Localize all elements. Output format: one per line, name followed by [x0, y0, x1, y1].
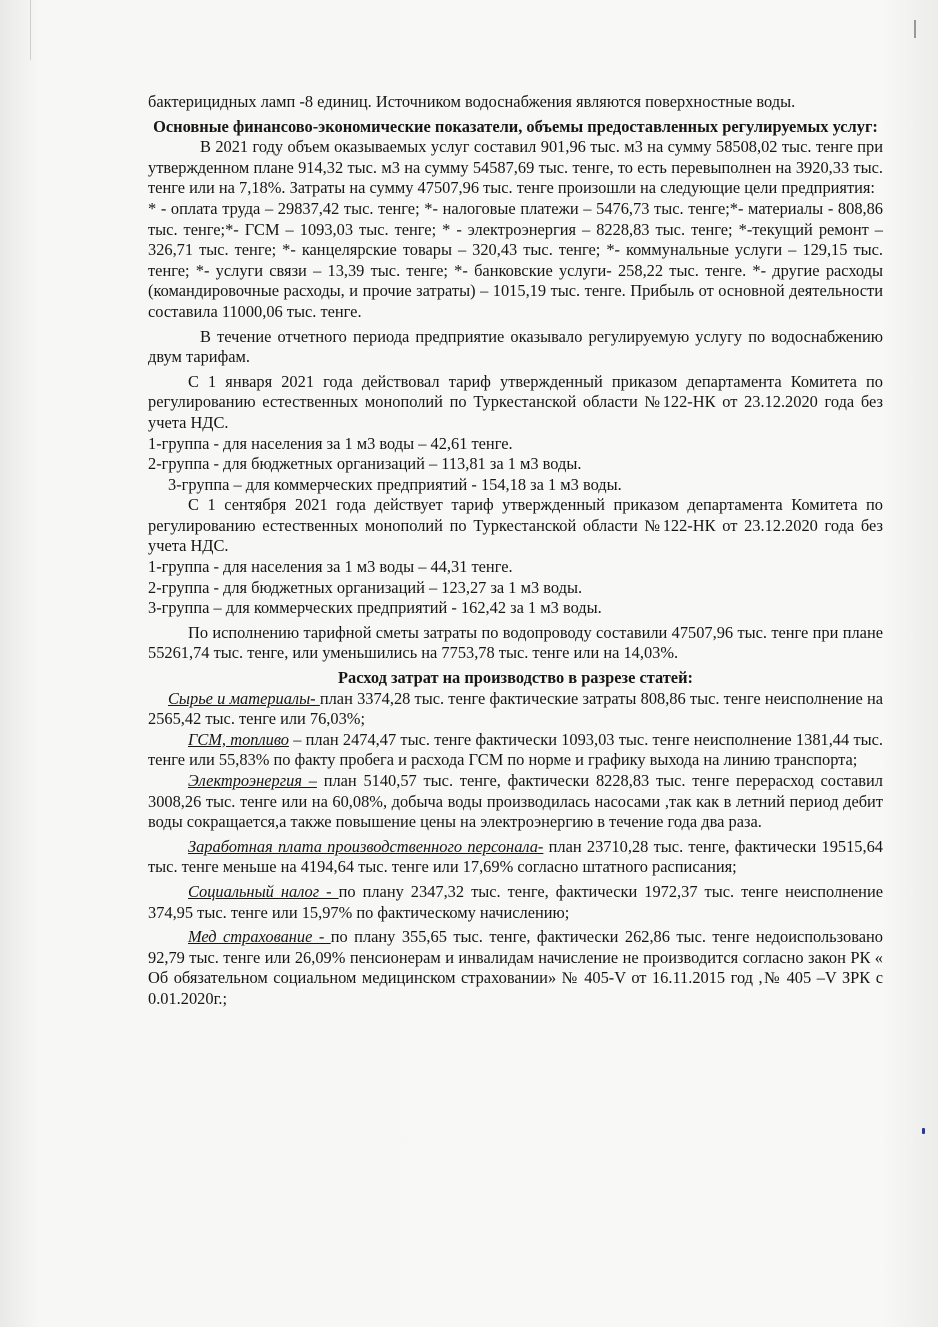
- tariff2-group3: 3-группа – для коммерческих предприятий - 162,42 за 1 м3 воды.: [148, 598, 602, 618]
- cost-item-medical-insurance: [148, 927, 883, 1009]
- ink-mark: [922, 1128, 925, 1134]
- cost-item-fuel: [148, 730, 883, 771]
- costs-paragraph: * - оплата труда – 29837,42 тыс. тенге; *- налоговые платежи – 5476,73 тыс. тенге;*- материалы - 808,86 тыс. тенге;*- ГСМ – 1093,03 тыс. тенге; * - электроэнергия – 8228,83 тыс. тенге; *-текущий ремонт – 326,71 тыс. тенге; *- канцелярские товары – 320,43 тыс. тенге; *- коммунальные услуги – 129,15 тыс. тенге; *- услуги связи – 13,39 тыс. тенге; *- банковские услуги- 258,22 тыс. тенге. *- другие расходы (командировочные расходы, и прочие затраты) – 1015,19 тыс. тенге. Прибыль от основной деятельности составила 11000,06 тыс. тенге.: [148, 198, 883, 321]
- cost-item-label: Электроэнергия –: [188, 771, 317, 790]
- tariff-january-paragraph: С 1 января 2021 года действовал тариф утвержденный приказом департамента Комитета по регулированию естественных монополий по Туркестанской области №122-НК от 23.12.2020 года без учета НДС.: [148, 371, 883, 432]
- tariff2-group2: 2-группа - для бюджетных организаций – 123,27 за 1 м3 воды.: [148, 577, 583, 597]
- cost-item-text: план 3374,28 тыс. тенге фактические затраты 808,86 тыс. тенге неисполнение на 2565,42 тыс. тенге или 76,03%;: [148, 688, 884, 729]
- period-paragraph: В течение отчетного периода предприятие оказывало регулируемую услугу по водоснабжению двум тарифам.: [148, 326, 883, 367]
- tariff1-group1: 1-группа - для населения за 1 м3 воды – 42,61 тенге.: [148, 433, 513, 453]
- cost-item-label: Заработная плата производственного персонала-: [188, 836, 544, 856]
- cost-item-label: Мед страхование -: [188, 927, 331, 947]
- scan-artifact: [30, 0, 31, 60]
- cost-item-social-tax: [148, 882, 883, 923]
- tariff1-group3: 3-группа – для коммерческих предприятий - 154,18 за 1 м3 воды.: [168, 474, 622, 494]
- cost-item-text: план 23710,28 тыс. тенге, фактически 19515,64 тыс. тенге меньше на 4194,64 тыс. тенге или 17,69% согласно штатного расписания;: [148, 836, 883, 877]
- cost-item-text: план 5140,57 тыс. тенге, фактически 8228,83 тыс. тенге перерасход составил 3008,26 тыс. тенге или на 60,08%, добыча воды производилась насосами ,так как в летний период дебит воды сокращается,а также повышение цены на электроэнергию в течение года два раза.: [148, 771, 883, 832]
- heading-cost-breakdown: Расход затрат на производство в разрезе статей:: [338, 668, 693, 688]
- volume-paragraph: В 2021 году объем оказываемых услуг составил 901,96 тыс. м3 на сумму 58508,02 тыс. тенге при утвержденном плане 914,32 тыс. м3 на сумму 54587,69 тыс. тенге, то есть перевыполнен на 3920,33 тыс. тенге или на 7,18%. Затраты на сумму 47507,96 тыс. тенге произошли на следующие цели предприятия:: [148, 137, 883, 198]
- tariff-september-paragraph: С 1 сентября 2021 года действует тариф утвержденный приказом департамента Комитета по регулированию естественных монополий по Туркестанской области №122-НК от 23.12.2020 года без учета НДС.: [148, 495, 883, 556]
- cost-item-text: по плану 2347,32 тыс. тенге, фактически 1972,37 тыс. тенге неисполнение 374,95 тыс. тенге или 15,97% по фактическому начислению;: [148, 881, 884, 922]
- cost-item-label: Социальный налог -: [188, 881, 339, 901]
- tariff2-group1: 1-группа - для населения за 1 м3 воды – 44,31 тенге.: [148, 557, 513, 577]
- scan-artifact: [914, 20, 916, 38]
- execution-paragraph: По исполнению тарифной сметы затраты по водопроводу составили 47507,96 тыс. тенге при плане 55261,74 тыс. тенге, или уменьшились на 7753,78 тыс. тенге или на 14,03%.: [148, 622, 883, 663]
- intro-paragraph: бактерицидных ламп -8 единиц. Источником водоснабжения являются поверхностные воды.: [148, 92, 796, 111]
- cost-item-text: по плану 355,65 тыс. тенге, фактически 262,86 тыс. тенге недоиспользовано 92,79 тыс. тенге или 26,09% пенсионерам и инвалидам начисление не производится согласно закон РК « Об обязательном социальном медицинском страховании» № 405-V от 16.11.2015 год ,№ 405 –V ЗРК с 0.01.2020г.;: [148, 927, 883, 1008]
- tariff1-group2: 2-группа - для бюджетных организаций – 113,81 за 1 м3 воды.: [148, 454, 582, 474]
- cost-item-label: ГСМ, топливо: [188, 729, 289, 749]
- cost-item-electricity: [148, 771, 883, 833]
- cost-item-label: Сырье и материалы-: [168, 688, 320, 708]
- cost-item-text: – план 2474,47 тыс. тенге фактически 1093,03 тыс. тенге неисполнение 1381,44 тыс. тенге или 55,83% по факту пробега и расхода ГСМ по норме и графику выхода на линию транспорта;: [148, 729, 883, 770]
- cost-item-salary: [148, 837, 883, 878]
- heading-financial-indicators: Основные финансово-экономические показатели, объемы предоставленных регулируемых услуг:: [153, 116, 878, 136]
- document-body: [148, 92, 883, 1010]
- cost-item-materials: [148, 689, 883, 730]
